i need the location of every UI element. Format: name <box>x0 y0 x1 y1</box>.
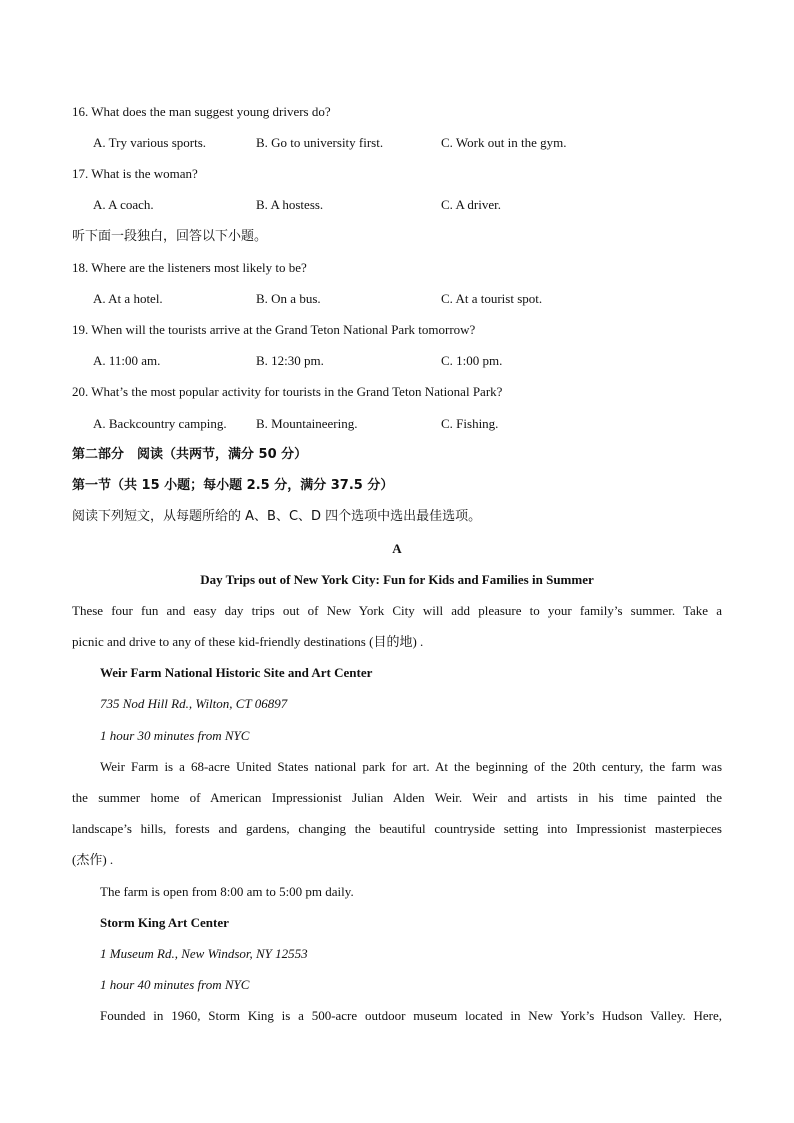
question-19: 19. When will the tourists arrive at the Grand Teton National Park tomorrow? <box>72 322 476 337</box>
question-20: 20. What’s the most popular activity for tourists in the Grand Teton National Park? <box>72 384 503 399</box>
q17-option-c: C. A driver. <box>441 197 501 212</box>
q20-option-b: B. Mountaineering. <box>256 416 358 431</box>
q18-option-a: A. At a hotel. <box>93 291 163 306</box>
place-1-paragraph-line-1: Weir Farm is a 68-acre United States national park for art. At the beginning of the 20th century, the farm was <box>100 759 722 774</box>
q16-option-c: C. Work out in the gym. <box>441 135 567 150</box>
reading-instruction: 阅读下列短文，从每题所给的 A、B、C、D 四个选项中选出最佳选项。 <box>72 509 482 524</box>
place-2-address: 1 Museum Rd., New Windsor, NY 12553 <box>100 946 308 961</box>
place-1-distance: 1 hour 30 minutes from NYC <box>100 728 250 743</box>
place-1-paragraph-line-4: (杰作) . <box>72 852 114 867</box>
part-two-heading: 第二部分 阅读（共两节，满分 50 分） <box>72 447 308 462</box>
place-2-name: Storm King Art Center <box>100 915 229 930</box>
q20-option-a: A. Backcountry camping. <box>93 416 227 431</box>
passage-title: Day Trips out of New York City: Fun for Kids and Families in Summer <box>200 572 594 587</box>
q19-option-b: B. 12:30 pm. <box>256 353 324 368</box>
q17-option-a: A. A coach. <box>93 197 154 212</box>
section-one-heading: 第一节（共 15 小题；每小题 2.5 分，满分 37.5 分） <box>72 478 394 493</box>
monologue-instruction: 听下面一段独白，回答以下小题。 <box>72 229 268 244</box>
q20-option-c: C. Fishing. <box>441 416 499 431</box>
place-2-paragraph-line-1: Founded in 1960, Storm King is a 500-acre outdoor museum located in New York’s Hudson Valley. Here, <box>100 1008 722 1023</box>
q16-option-b: B. Go to university first. <box>256 135 384 150</box>
q18-option-c: C. At a tourist spot. <box>441 291 543 306</box>
place-1-hours: The farm is open from 8:00 am to 5:00 pm daily. <box>100 884 354 899</box>
q18-option-b: B. On a bus. <box>256 291 321 306</box>
place-2-distance: 1 hour 40 minutes from NYC <box>100 977 250 992</box>
passage-letter: A <box>392 541 402 556</box>
question-16: 16. What does the man suggest young drivers do? <box>72 104 331 119</box>
q19-option-c: C. 1:00 pm. <box>441 353 503 368</box>
place-1-address: 735 Nod Hill Rd., Wilton, CT 06897 <box>100 696 288 711</box>
question-17: 17. What is the woman? <box>72 166 198 181</box>
place-1-paragraph-line-3: landscape’s hills, forests and gardens, changing the beautiful countryside setting into Impressionist masterpieces <box>72 821 722 836</box>
place-1-paragraph-line-2: the summer home of American Impressionist Julian Alden Weir. Weir and artists in his time painted the <box>72 790 722 805</box>
intro-paragraph-line-2: picnic and drive to any of these kid-friendly destinations (目的地) . <box>72 634 424 649</box>
intro-paragraph-line-1: These four fun and easy day trips out of New York City will add pleasure to your family’s summer. Take a <box>72 603 722 618</box>
q17-option-b: B. A hostess. <box>256 197 324 212</box>
q19-option-a: A. 11:00 am. <box>93 353 161 368</box>
question-18: 18. Where are the listeners most likely to be? <box>72 260 307 275</box>
q16-option-a: A. Try various sports. <box>93 135 207 150</box>
place-1-name: Weir Farm National Historic Site and Art Center <box>100 665 373 680</box>
